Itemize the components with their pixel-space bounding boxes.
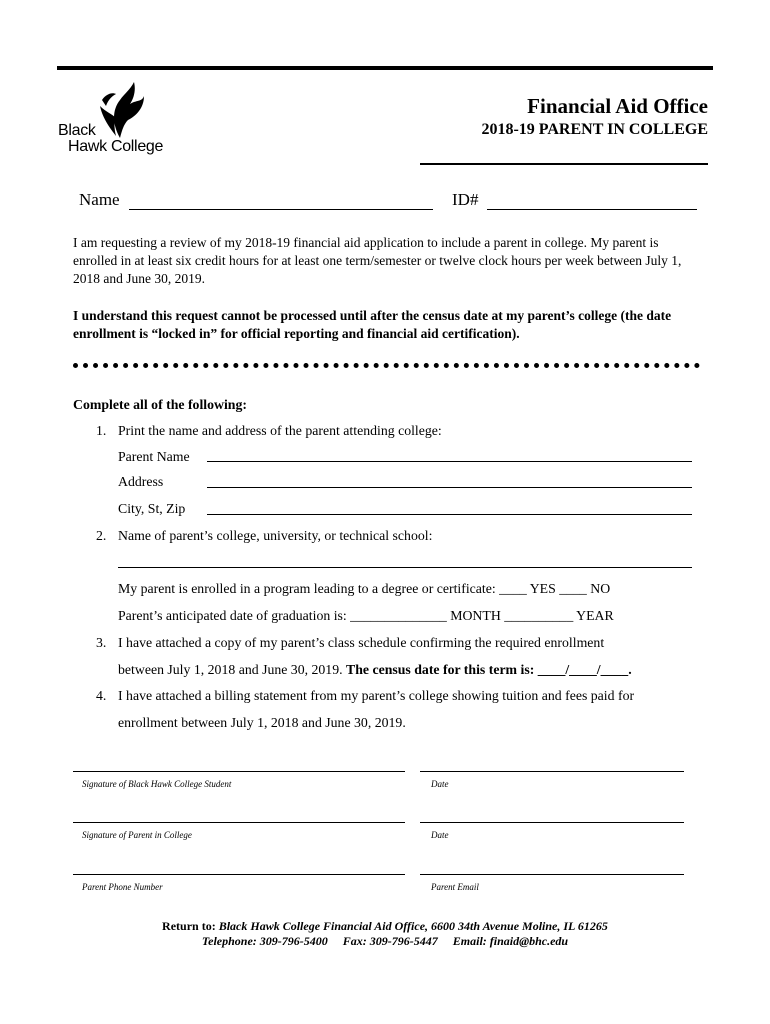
return-address-text: Black Hawk College Financial Aid Office, 6600 34th Avenue Moline, IL 61265 [218,919,608,933]
header-rule [420,163,708,165]
contact-line [0,934,770,949]
parent-phone-line[interactable] [73,874,405,875]
name-field[interactable] [129,209,433,210]
item-3-number: 3. [96,635,107,650]
item-1-number: 1. [96,423,107,438]
date-label-2: Date [431,830,449,840]
parent-phone-label: Parent Phone Number [82,882,163,892]
date-line-2[interactable] [420,822,684,823]
top-rule [57,66,713,70]
date-line-1[interactable] [420,771,684,772]
item-1-text: Print the name and address of the parent attending college: [118,423,442,438]
parent-signature-label: Signature of Parent in College [82,830,192,840]
return-label: Return to: [162,919,216,933]
enrolled-program-text: My parent is enrolled in a program leading to a degree or certificate: ____ YES ____ NO [118,581,611,596]
parent-name-label: Parent Name [118,449,190,464]
census-notice: I understand this request cannot be processed until after the census date at my parent’s college (the date enrollment is “locked in” for official reporting and financial aid certification). [73,308,672,341]
email-text: Email: finaid@bhc.edu [452,934,569,948]
parent-college-field[interactable] [118,567,692,568]
logo-text-hawk-college: Hawk College [68,138,164,155]
college-logo [56,78,176,156]
parent-email-label: Parent Email [431,882,479,892]
item-4-number: 4. [96,688,107,703]
item-4-line-2: enrollment between July 1, 2018 and June 30, 2019. [118,715,406,730]
logo-text-black: Black [58,122,96,139]
address-field[interactable] [207,487,692,488]
student-signature-line[interactable] [73,771,405,772]
fax-text: Fax: 309-796-5447 [342,934,438,948]
address-label: Address [118,474,164,489]
graduation-date-text: Parent’s anticipated date of graduation is: ______________ MONTH __________ YEAR [118,608,614,623]
item-3-date-range: between July 1, 2018 and June 30, 2019. [118,662,343,677]
id-field[interactable] [487,209,697,210]
return-address [0,919,770,934]
name-label: Name [79,190,120,209]
item-4-line-1: I have attached a billing statement from my parent’s college showing tuition and fees paid for [118,688,635,703]
date-label-1: Date [431,779,449,789]
student-signature-label: Signature of Black Hawk College Student [82,779,232,789]
parent-signature-line[interactable] [73,822,405,823]
city-state-zip-label: City, St, Zip [118,501,186,516]
parent-email-line[interactable] [420,874,684,875]
item-2-text: Name of parent’s college, university, or technical school: [118,528,433,543]
instructions-heading: Complete all of the following: [73,397,247,412]
item-3-line-1: I have attached a copy of my parent’s class schedule confirming the required enrollment [118,635,605,650]
telephone-text: Telephone: 309-796-5400 [201,934,328,948]
office-title: Financial Aid Office [527,94,708,118]
census-date-text: The census date for this term is: ____/____/____. [346,662,632,677]
dotted-divider [73,363,700,368]
id-label: ID# [452,190,479,209]
parent-name-field[interactable] [207,461,692,462]
intro-paragraph: I am requesting a review of my 2018-19 financial aid application to include a parent in college. My parent is enrolled in at least six credit hours for at least one term/semester or twelve clock hours per week between July 1, 2018 and June 30, 2019. [73,235,682,286]
form-title: 2018-19 PARENT IN COLLEGE [481,121,708,138]
hawk-icon [90,78,146,140]
city-state-zip-field[interactable] [207,514,692,515]
item-3-line-2 [118,661,632,679]
item-2-number: 2. [96,528,107,543]
